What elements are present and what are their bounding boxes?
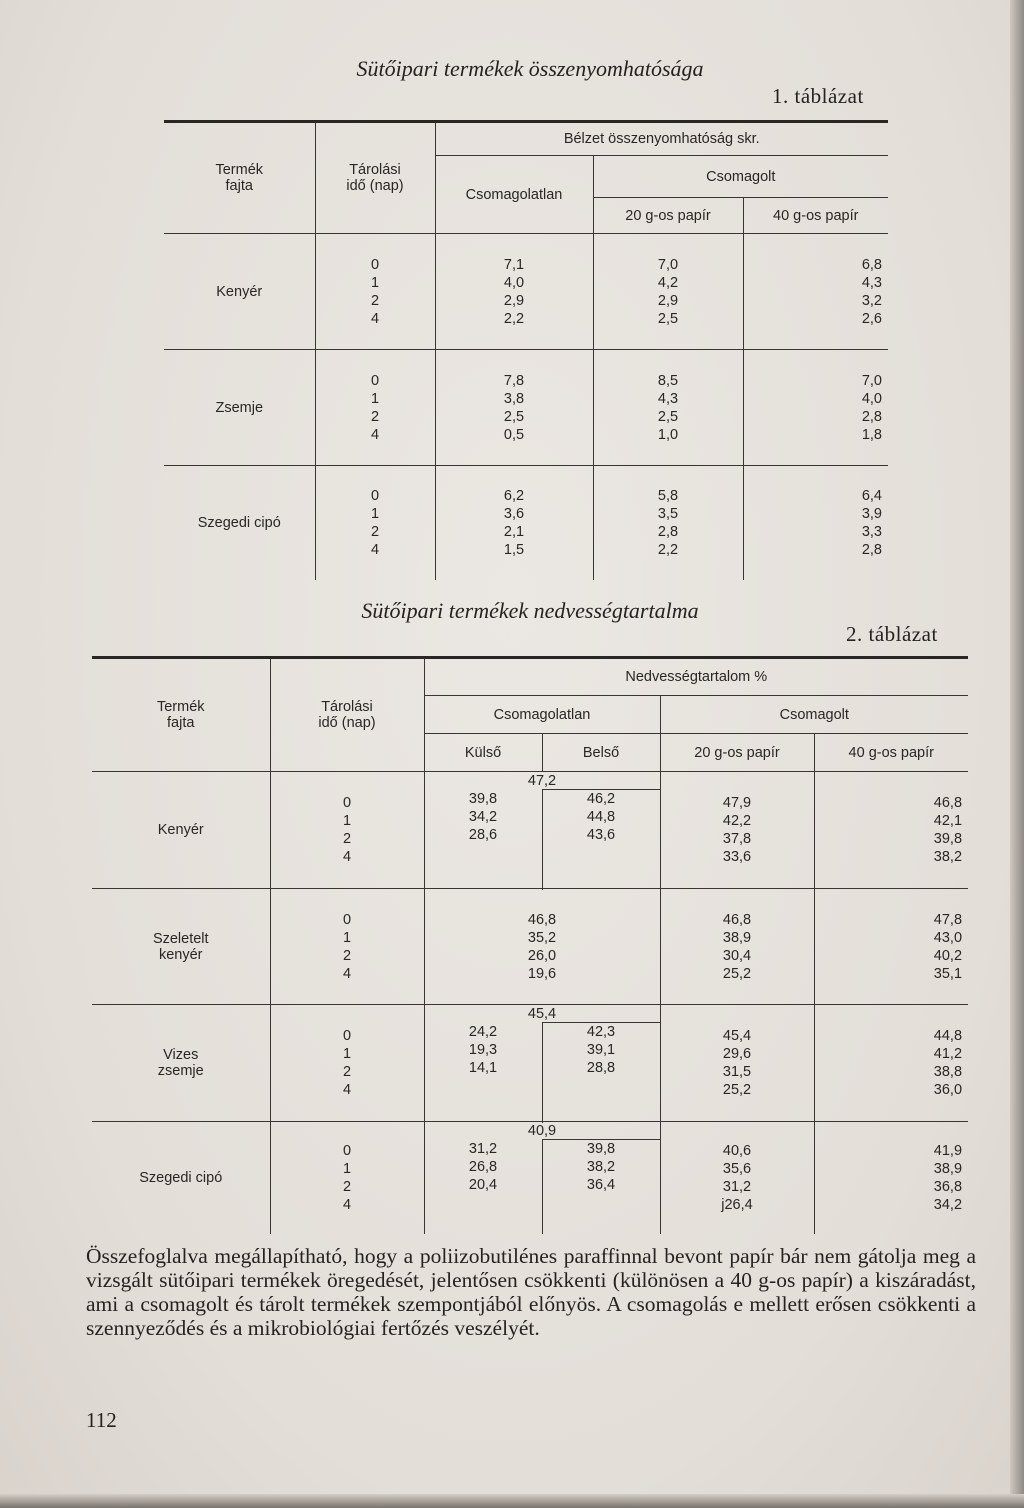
cell: 28,6 — [468, 826, 498, 843]
cell: 46,8 — [933, 795, 963, 811]
cell: 31,2 — [722, 1179, 752, 1195]
t1-header-packed: Csomagolt — [593, 156, 888, 198]
cell: 2 — [342, 1179, 352, 1195]
t2-header-inner: Belső — [542, 734, 660, 772]
t1-header-paper20: 20 g-os papír — [593, 198, 743, 234]
cell: 45,4 — [722, 1028, 752, 1044]
t2-unpacked-single — [424, 889, 660, 1005]
cell: 6,8 — [861, 256, 882, 273]
cell: 0 — [342, 795, 352, 811]
cell: 39,8 — [586, 1141, 616, 1157]
t1-header-unpacked: Csomagolatlan — [435, 156, 593, 234]
cell: 20,4 — [468, 1176, 498, 1193]
t2-merged-day0: 47,2 — [424, 772, 660, 790]
t1-row-kenyer — [164, 234, 888, 350]
cell: 36,0 — [933, 1082, 963, 1098]
t2-header-storage-line1: Tárolási — [321, 699, 373, 715]
cell: 1,8 — [861, 426, 882, 443]
t2-p20 — [660, 1122, 814, 1235]
t2-header-product-line1: Termék — [156, 699, 205, 715]
cell: 2 — [342, 1064, 352, 1080]
t1-header-paper40: 40 g-os papír — [743, 198, 888, 234]
cell: 2,8 — [657, 523, 679, 540]
cell: 7,1 — [503, 256, 525, 273]
t2-outer — [424, 1140, 542, 1235]
cell: 26,8 — [468, 1158, 498, 1175]
page-number: 112 — [86, 1408, 117, 1432]
table1 — [164, 120, 888, 580]
t1-unpacked — [435, 466, 593, 580]
table2-number: 2. táblázat — [846, 622, 938, 646]
t2-row-kenyer — [92, 772, 968, 790]
t2-inner — [542, 790, 660, 889]
cell: 2,6 — [861, 310, 882, 327]
t2-header-storage — [270, 658, 424, 772]
cell: 34,2 — [933, 1197, 963, 1213]
cell: 4 — [342, 965, 352, 982]
cell: 2,1 — [503, 523, 525, 540]
cell: 2 — [370, 292, 380, 309]
cell: 33,6 — [722, 849, 752, 865]
cell: 42,2 — [722, 813, 752, 829]
cell: 43,6 — [586, 827, 616, 843]
t1-header-storage — [315, 122, 435, 234]
cell: 1 — [342, 1046, 352, 1062]
cell: 26,0 — [527, 947, 557, 964]
cell: 41,9 — [933, 1143, 963, 1159]
t2-header-product-line2: fajta — [167, 715, 195, 731]
t2-header-product — [92, 658, 270, 772]
t2-p40 — [814, 772, 968, 889]
cell: 35,1 — [933, 965, 963, 982]
t2-product — [92, 1005, 270, 1122]
cell: 1 — [370, 390, 380, 407]
cell: 8,5 — [657, 372, 679, 389]
cell: 6,2 — [503, 487, 525, 504]
t1-header-storage-line2: idő (nap) — [346, 178, 404, 194]
cell: 4 — [370, 541, 380, 558]
t1-p40 — [743, 350, 888, 466]
cell: 31,2 — [468, 1140, 498, 1157]
cell: 4 — [342, 1197, 352, 1213]
cell: 3,8 — [503, 390, 525, 407]
cell: 0 — [342, 1028, 352, 1044]
cell: 0,5 — [503, 426, 525, 443]
cell: 2 — [342, 831, 352, 847]
cell: 2,8 — [861, 541, 882, 558]
t2-header-paper20: 20 g-os papír — [660, 734, 814, 772]
cell: 30,4 — [722, 947, 752, 964]
t1-p40 — [743, 234, 888, 350]
cell: 1 — [370, 274, 380, 291]
cell: 40,6 — [722, 1143, 752, 1159]
t1-product: Kenyér — [164, 234, 315, 350]
cell: 2,9 — [657, 292, 679, 309]
t2-p20 — [660, 772, 814, 889]
cell: 37,8 — [722, 831, 752, 847]
t2-row-szeletelt-kenyer — [92, 889, 968, 1005]
t1-row-szegedi-cipo — [164, 466, 888, 580]
t2-p40 — [814, 889, 968, 1005]
cell: 4 — [370, 426, 380, 443]
cell: 39,8 — [468, 790, 498, 807]
cell: 2 — [370, 408, 380, 425]
cell: j26,4 — [721, 1197, 753, 1213]
t1-product: Zsemje — [164, 350, 315, 466]
cell: 3,6 — [503, 505, 525, 522]
t2-merged-day0: 45,4 — [424, 1005, 660, 1023]
cell: 44,8 — [933, 1028, 963, 1044]
t2-days — [270, 772, 424, 889]
cell: 24,2 — [468, 1023, 498, 1040]
t1-days — [315, 466, 435, 580]
cell: 3,3 — [861, 523, 882, 540]
cell: 4,0 — [861, 390, 882, 407]
cell: 4 — [370, 310, 380, 327]
cell: 4,3 — [861, 274, 882, 291]
cell: 38,9 — [933, 1161, 963, 1177]
cell: 47,8 — [933, 911, 963, 928]
t2-product-line1: Szeletelt — [152, 930, 209, 947]
t2-merged-day0: 40,9 — [424, 1122, 660, 1140]
cell: 43,0 — [933, 929, 963, 946]
t2-product-line1: Vizes — [163, 1047, 199, 1063]
t1-days — [315, 234, 435, 350]
cell: 0 — [370, 372, 380, 389]
t2-outer — [424, 790, 542, 889]
page-edge-right — [1010, 0, 1024, 1508]
cell: 25,2 — [722, 965, 752, 982]
cell: 46,2 — [586, 791, 616, 807]
cell: 35,2 — [527, 929, 557, 946]
t2-days — [270, 889, 424, 1005]
cell: 2,9 — [503, 292, 525, 309]
page-edge-bottom — [0, 1494, 1024, 1508]
t1-p20 — [593, 350, 743, 466]
cell: 35,6 — [722, 1161, 752, 1177]
cell: 4,0 — [503, 274, 525, 291]
cell: 29,6 — [722, 1046, 752, 1062]
cell: 2 — [342, 947, 352, 964]
t2-days — [270, 1122, 424, 1235]
table1-title: Sütőipari termékek összenyomhatósága — [356, 56, 704, 81]
cell: 38,9 — [722, 929, 752, 946]
cell: 47,9 — [722, 795, 752, 811]
cell: 31,5 — [722, 1064, 752, 1080]
cell: 0 — [370, 256, 380, 273]
t2-header-outer: Külső — [424, 734, 542, 772]
table2-title: Sütőipari termékek nedvességtartalma — [361, 598, 699, 623]
table2 — [92, 656, 968, 1234]
cell: 39,1 — [586, 1042, 616, 1058]
cell: 2,2 — [503, 310, 525, 327]
t1-header-storage-line1: Tárolási — [349, 162, 401, 178]
t2-product: Szegedi cipó — [92, 1122, 270, 1235]
cell: 38,2 — [586, 1159, 616, 1175]
t2-header-unpacked: Csomagolatlan — [424, 696, 660, 734]
cell: 7,8 — [503, 372, 525, 389]
cell: 3,9 — [861, 505, 882, 522]
t1-header-group: Bélzet összenyomhatóság skr. — [435, 122, 888, 156]
t2-product — [92, 889, 270, 1005]
cell: 1 — [342, 813, 352, 829]
t2-p20 — [660, 1005, 814, 1122]
cell: 14,1 — [468, 1059, 498, 1076]
cell: 34,2 — [468, 808, 498, 825]
cell: 0 — [342, 1143, 352, 1159]
cell: 3,2 — [861, 292, 882, 309]
t1-p20 — [593, 234, 743, 350]
t2-header-storage-line2: idő (nap) — [318, 715, 376, 731]
t2-product-line2: kenyér — [158, 946, 203, 963]
t2-header-packed: Csomagolt — [660, 696, 968, 734]
cell: 1 — [342, 929, 352, 946]
cell: 39,8 — [933, 831, 963, 847]
t2-header-group: Nedvességtartalom % — [424, 658, 968, 696]
cell: 42,1 — [933, 813, 963, 829]
cell: 2,5 — [503, 408, 525, 425]
cell: 0 — [342, 911, 352, 928]
cell: 1 — [370, 505, 380, 522]
cell: 2,2 — [657, 541, 679, 558]
cell: 46,8 — [722, 911, 752, 928]
t1-row-zsemje — [164, 350, 888, 466]
t2-p40 — [814, 1122, 968, 1235]
cell: 1,0 — [657, 426, 679, 443]
table1-number: 1. táblázat — [772, 84, 864, 108]
cell: 4 — [342, 849, 352, 865]
t2-row-szegedi-cipo — [92, 1122, 968, 1140]
t1-days — [315, 350, 435, 466]
cell: 2,5 — [657, 408, 679, 425]
t1-header-product-line1: Termék — [215, 162, 264, 178]
cell: 0 — [370, 487, 380, 504]
cell: 2 — [370, 523, 380, 540]
cell: 1 — [342, 1161, 352, 1177]
t2-product: Kenyér — [92, 772, 270, 889]
cell: 2,5 — [657, 310, 679, 327]
cell: 3,5 — [657, 505, 679, 522]
cell: 44,8 — [586, 809, 616, 825]
cell: 2,8 — [861, 408, 882, 425]
t2-header-paper40: 40 g-os papír — [814, 734, 968, 772]
t1-unpacked — [435, 350, 593, 466]
cell: 1,5 — [503, 541, 525, 558]
t2-p20 — [660, 889, 814, 1005]
cell: 19,6 — [527, 965, 557, 982]
t2-row-vizes-zsemje — [92, 1005, 968, 1023]
cell: 6,4 — [861, 487, 882, 504]
t1-header-product — [164, 122, 315, 234]
cell: 4 — [342, 1082, 352, 1098]
cell: 46,8 — [527, 911, 557, 928]
cell: 4,2 — [657, 274, 679, 291]
t1-header-product-line2: fajta — [225, 178, 253, 194]
cell: 25,2 — [722, 1082, 752, 1098]
cell: 38,8 — [933, 1064, 963, 1080]
t1-unpacked — [435, 234, 593, 350]
cell: 38,2 — [933, 849, 963, 865]
cell: 28,8 — [586, 1060, 616, 1076]
cell: 7,0 — [861, 372, 882, 389]
t2-days — [270, 1005, 424, 1122]
cell: 41,2 — [933, 1046, 963, 1062]
cell: 40,2 — [933, 947, 963, 964]
t1-p40 — [743, 466, 888, 580]
t2-outer — [424, 1023, 542, 1122]
t2-p40 — [814, 1005, 968, 1122]
t1-product: Szegedi cipó — [164, 466, 315, 580]
t1-p20 — [593, 466, 743, 580]
cell: 36,8 — [933, 1179, 963, 1195]
cell: 4,3 — [657, 390, 679, 407]
t2-product-line2: zsemje — [157, 1063, 204, 1079]
cell: 7,0 — [657, 256, 679, 273]
cell: 36,4 — [586, 1177, 616, 1193]
cell: 5,8 — [657, 487, 679, 504]
t2-inner — [542, 1023, 660, 1122]
summary-paragraph: Összefoglalva megállapítható, hogy a poliizobutilénes paraffinnal bevont papír bár nem gátolja meg a vizsgált sütőipari termékek öregedését, jelentősen csökkenti (különösen a 40 g-os papír) a kiszáradást, ami a csomagolt és tárolt termékek szempontjából előnyös. A csomagolás e mellett erősen csökkenti a szennyeződés és a mikrobiológiai fertőzés veszélyét. — [86, 1244, 976, 1340]
cell: 42,3 — [586, 1024, 616, 1040]
t2-inner — [542, 1140, 660, 1235]
cell: 19,3 — [468, 1041, 498, 1058]
